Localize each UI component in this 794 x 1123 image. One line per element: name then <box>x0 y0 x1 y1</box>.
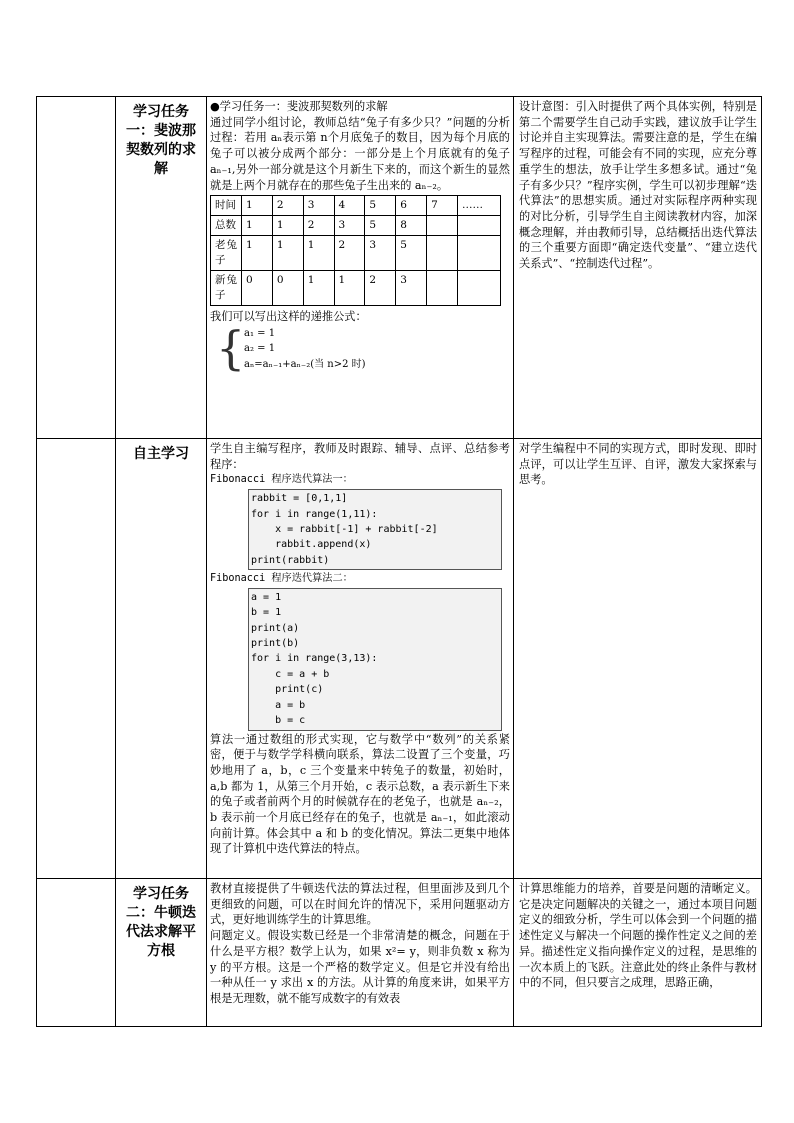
table-cell: 2 <box>365 271 396 306</box>
table-cell: 时间 <box>211 196 242 216</box>
recurrence-formula <box>216 320 510 375</box>
blank-cell <box>37 439 116 879</box>
table-cell <box>458 236 501 271</box>
task2-text-2: 问题定义。假设实数已经是一个非常清楚的概念，问题在于什么是平方根？数学上认为，如果 x²= y，则非负数 x 称为 y 的平方根。这是一个严格的数学定义。但是它并没有给出一种从任一 y 求出 x 的方法。从计算的角度来讲，如果平方根是无理数，就不能写成数字的有效表 <box>210 929 510 1005</box>
table-row <box>211 271 501 306</box>
self-study-content <box>207 439 514 879</box>
task1-intro: 通过同学小组讨论，教师总结“兔子有多少只？”问题的分析过程：若用 aₙ表示第 n个月底兔子的数目，因为每个月底的兔子可以被分成两个部分：一部分是上个月底就有的兔子 aₙ₋₁,另外一部分就是这个月新生下来的，而这个新生的显然就是上两个月就存在的那些兔子生出来的 aₙ₋₂。 <box>210 115 510 192</box>
table-cell <box>427 271 458 306</box>
task2-heading: 学习任务二：牛顿迭代法求解平方根 <box>116 879 207 1027</box>
table-cell: 0 <box>242 271 273 306</box>
table-row <box>211 216 501 236</box>
code-line: for i in range(3,13): <box>251 653 378 665</box>
algo1-label: Fibonacci 程序迭代算法一： <box>210 474 353 486</box>
table-cell <box>427 236 458 271</box>
code-line: a = b <box>251 699 306 711</box>
code-line: b = 1 <box>251 607 282 619</box>
code-line: b = c <box>251 715 306 727</box>
recurrence-intro: 我们可以写出这样的递推公式： <box>210 310 367 324</box>
table-cell: 1 <box>242 216 273 236</box>
code-line: for i in range(1,11): <box>251 508 378 520</box>
table-cell: 1 <box>303 271 334 306</box>
table-cell: 新兔子 <box>211 271 242 306</box>
table-cell: 1 <box>272 216 303 236</box>
table-cell: 5 <box>396 236 427 271</box>
code-line: rabbit = [0,1,1] <box>251 493 348 505</box>
task1-title: ●学习任务一：斐波那契数列的求解 <box>210 100 388 113</box>
table-cell: 2 <box>334 236 365 271</box>
code-line: print(b) <box>251 638 300 650</box>
lesson-plan-table <box>36 96 762 1027</box>
table-cell: 3 <box>365 236 396 271</box>
formula-line: aₙ=aₙ₋₁+aₙ₋₂(当 n>2 时) <box>244 358 366 370</box>
code-line: print(rabbit) <box>251 554 330 566</box>
code-block-1 <box>248 489 502 570</box>
blank-cell <box>37 879 116 1027</box>
table-cell: 0 <box>272 271 303 306</box>
task2-row <box>37 879 762 1027</box>
code-line: a = 1 <box>251 591 282 603</box>
code-line: x = rabbit[-1] + rabbit[-2] <box>251 523 438 535</box>
task1-content <box>207 97 514 439</box>
algo2-label: Fibonacci 程序迭代算法二： <box>210 573 353 585</box>
algorithm-analysis: 算法一通过数组的形式实现，它与数学中“数列”的关系紧密，便于与数学学科横向联系，算法二设置了三个变量，巧妙地用了 a，b，c 三个变量来中转兔子的数量，初始时，a,b 都为 1，从第三个月开始，c 表示总数，a 表示新生下来的兔子或者前两个月的时候就存在的老兔子，也就是 aₙ₋₂，b 表示前一个月底已经存在的兔子，也就是 aₙ₋₁，如此滚动向前计算。体会其中 a 和 b 的变化情况。算法二更集中地体现了计算机中迭代算法的特点。 <box>210 732 510 856</box>
code-line: c = a + b <box>251 668 330 680</box>
table-cell: 1 <box>303 236 334 271</box>
table-cell: 4 <box>334 196 365 216</box>
blank-cell <box>37 97 116 439</box>
table-cell: 5 <box>365 216 396 236</box>
table-cell: 5 <box>365 196 396 216</box>
table-cell: 1 <box>334 271 365 306</box>
code-line: rabbit.append(x) <box>251 539 372 551</box>
self-study-design: 对学生编程中不同的实现方式，即时发现、即时点评，可以让学生互评、自评，激发大家探索与思考。 <box>514 439 762 879</box>
table-cell: 2 <box>272 196 303 216</box>
table-cell <box>427 216 458 236</box>
table-cell <box>458 216 501 236</box>
brace-icon: { <box>216 320 246 375</box>
table-cell: 老兔子 <box>211 236 242 271</box>
table-cell: 1 <box>272 236 303 271</box>
task1-row <box>37 97 762 439</box>
table-cell: 1 <box>242 236 273 271</box>
table-cell: 8 <box>396 216 427 236</box>
task2-text-1: 教材直接提供了牛顿迭代法的算法过程，但里面涉及到几个更细致的问题，可以在时间允许的情况下，采用问题驱动方式，更好地训练学生的计算思维。 <box>210 882 510 927</box>
table-cell: 总数 <box>211 216 242 236</box>
table-cell: 3 <box>396 271 427 306</box>
formula-line: a₁ = 1 <box>244 327 276 339</box>
task1-design: 设计意图：引入时提供了两个具体实例，特别是第二个需要学生自己动手实践，建议放手让学生讨论并自主实现算法。需要注意的是，学生在编写程序的过程，可能会有不同的实现，应充分尊重学生的想法，放手让学生多想多试。通过“兔子有多少只？”程序实例，学生可以初步理解“迭代算法”的思想实质。通过对实际程序两种实现的对比分析，引导学生自主阅读教材内容，加深概念理解，并由教师引导，总结概括出迭代算法的三个重要方面即“确定迭代变量”、“建立迭代关系式”、“控制迭代过程”。 <box>514 97 762 439</box>
self-study-intro: 学生自主编写程序，教师及时跟踪、辅导、点评、总结参考程序： <box>210 442 510 471</box>
rabbit-table <box>210 195 501 306</box>
table-cell: 7 <box>427 196 458 216</box>
table-cell: 3 <box>303 196 334 216</box>
code-block-2 <box>248 588 502 731</box>
table-cell: 6 <box>396 196 427 216</box>
task1-heading: 学习任务一：斐波那契数列的求解 <box>116 97 207 439</box>
table-cell: …… <box>458 196 501 216</box>
formula-line: a₂ = 1 <box>244 343 276 355</box>
table-row <box>211 236 501 271</box>
task2-content <box>207 879 514 1027</box>
table-cell: 2 <box>303 216 334 236</box>
code-line: print(a) <box>251 622 300 634</box>
task2-design: 计算思维能力的培养，首要是问题的清晰定义。它是决定问题解决的关键之一，通过本项目问题定义的细致分析，学生可以体会到一个问题的描述性定义与解决一个问题的操作性定义之间的差异。描述性定义指向操作定义的过程，是思维的一次本质上的飞跃。注意此处的终止条件与教材中的不同，但只要言之成理，思路正确， <box>514 879 762 1027</box>
rabbit-table-header <box>211 196 501 216</box>
table-cell: 1 <box>242 196 273 216</box>
table-cell: 3 <box>334 216 365 236</box>
self-study-heading: 自主学习 <box>116 439 207 879</box>
self-study-row <box>37 439 762 879</box>
table-cell <box>458 271 501 306</box>
code-line: print(c) <box>251 684 324 696</box>
